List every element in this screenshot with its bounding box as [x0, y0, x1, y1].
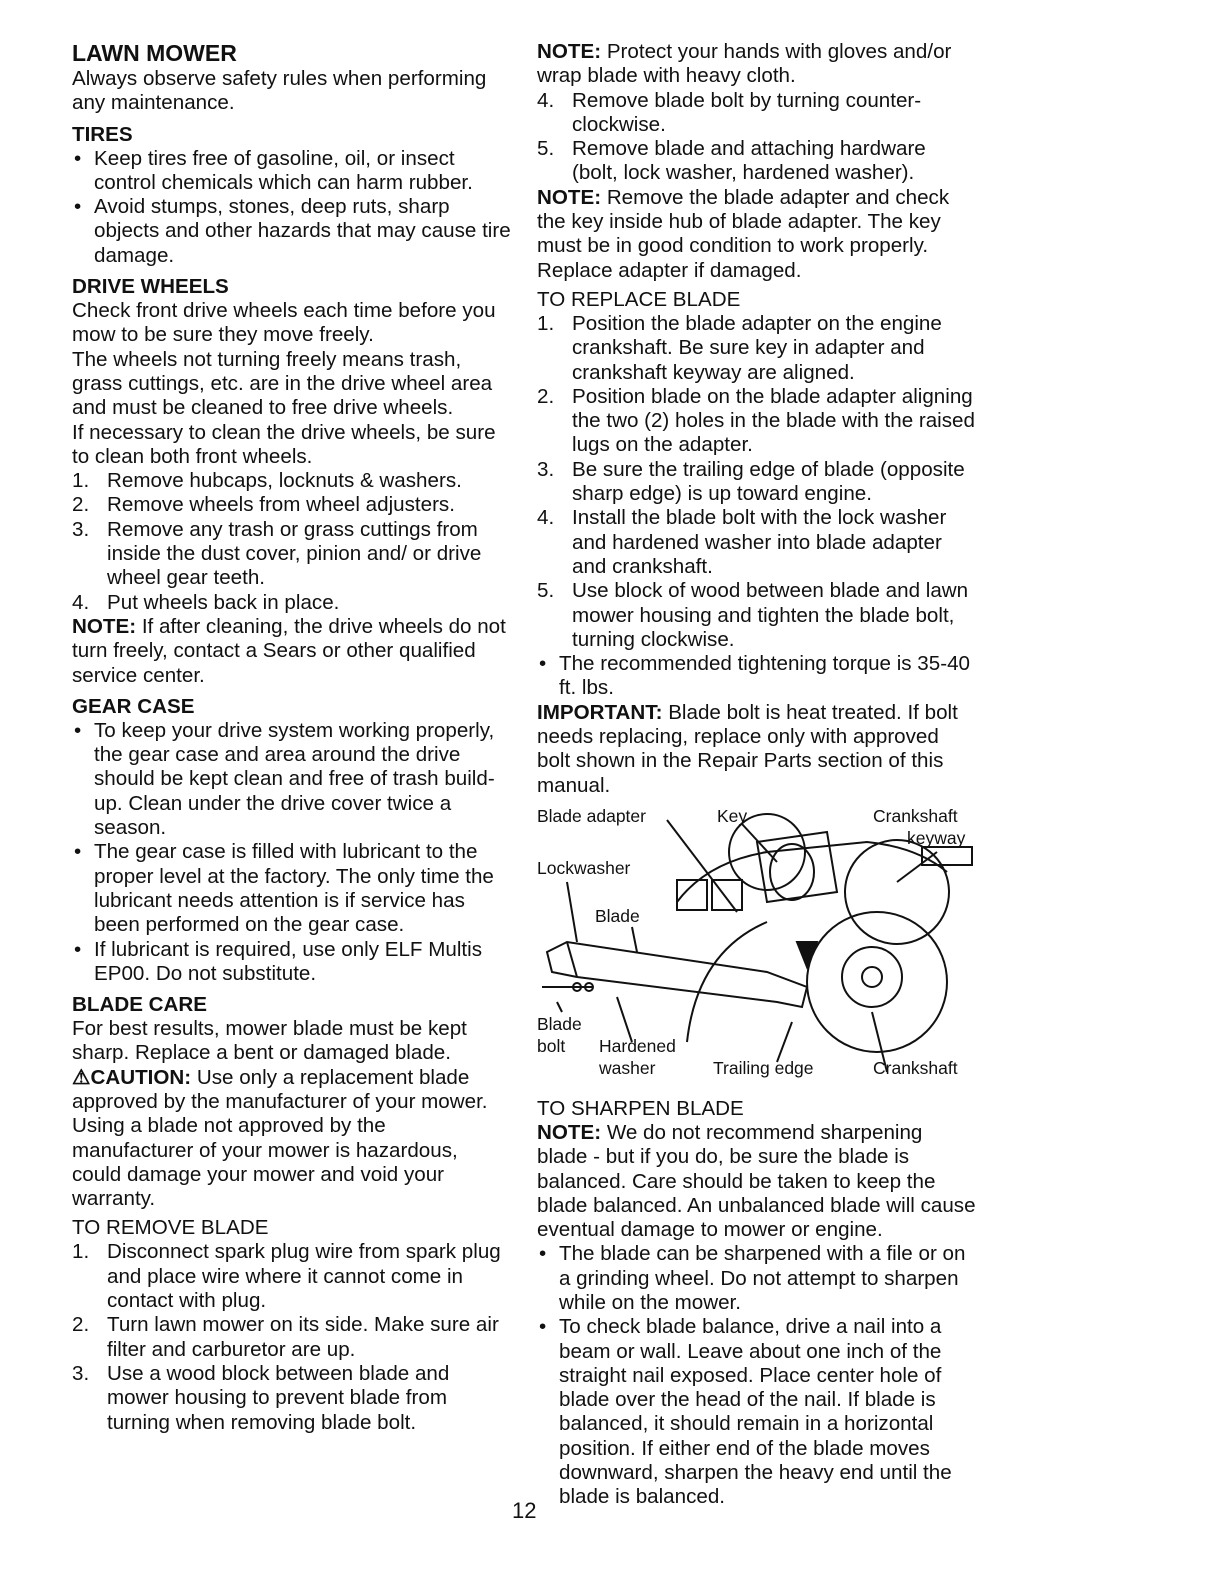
- label-blade-bolt-1: Blade: [537, 1013, 582, 1034]
- sharpen-list: [537, 1242, 977, 1509]
- label-blade-bolt-2: bolt: [537, 1035, 566, 1056]
- list-item: • The recommended tightening torque is 35-40 ft. lbs.: [537, 652, 977, 701]
- list-item: 3. Be sure the trailing edge of blade (opposite sharp edge) is up toward engine.: [537, 457, 965, 506]
- heading-remove-blade: TO REMOVE BLADE: [72, 1216, 269, 1240]
- label-crankshaft-keyway-1: Crankshaft: [873, 805, 958, 826]
- sharpen-note: NOTE: We do not recommend sharpening blade - but if you do, be sure the blade is balanced. Care should be taken to keep the blade balanced. An unbalanced blade will cause eventual damage to mower or engine.: [537, 1120, 976, 1242]
- label-lockwasher: Lockwasher: [537, 857, 631, 878]
- drive-wheels-para-3: If necessary to clean the drive wheels, be sure to clean both front wheels.: [72, 420, 496, 468]
- heading-replace-blade: TO REPLACE BLADE: [537, 287, 741, 311]
- heading-drive-wheels: DRIVE WHEELS: [72, 275, 229, 299]
- list-item: 4. Put wheels back in place.: [72, 590, 340, 614]
- heading-tires: TIRES: [72, 122, 133, 146]
- list-item: • Avoid stumps, stones, deep ruts, sharp objects and other hazards that may cause tire damage.: [72, 195, 512, 268]
- right-column: [537, 40, 977, 1510]
- adapter-note: NOTE: Remove the blade adapter and check the key inside hub of blade adapter. The key must be in good condition to work properly. Replace adapter if damaged.: [537, 185, 950, 282]
- intro-text: Always observe safety rules when performing any maintenance.: [72, 67, 487, 115]
- blade-care-para: For best results, mower blade must be kept sharp. Replace a bent or damaged blade.: [72, 1017, 467, 1065]
- label-blade-adapter: Blade adapter: [537, 805, 646, 826]
- list-item: • If lubricant is required, use only ELF Multis EP00. Do not substitute.: [72, 938, 512, 987]
- tires-list: [72, 147, 512, 268]
- list-item: 1. Position the blade adapter on the engine crankshaft. Be sure key in adapter and crankshaft keyway are aligned.: [537, 311, 942, 384]
- label-hardened-washer-1: Hardened: [599, 1035, 676, 1056]
- heading-sharpen-blade: TO SHARPEN BLADE: [537, 1096, 744, 1120]
- label-hardened-washer-2: washer: [599, 1057, 656, 1078]
- drive-wheels-note: NOTE: If after cleaning, the drive wheels do not turn freely, contact a Sears or other qualified service center.: [72, 614, 506, 687]
- list-item: 2. Turn lawn mower on its side. Make sure air filter and carburetor are up.: [72, 1313, 499, 1361]
- warning-icon: ⚠: [72, 1065, 91, 1089]
- list-item: 2. Remove wheels from wheel adjusters.: [72, 493, 455, 517]
- list-item: 3. Remove any trash or grass cuttings from inside the dust cover, pinion and/ or drive wheel gear teeth.: [72, 517, 482, 590]
- label-trailing-edge: Trailing edge: [713, 1057, 814, 1078]
- gloves-note: NOTE: Protect your hands with gloves and/or wrap blade with heavy cloth.: [537, 40, 952, 88]
- gear-case-list: [72, 719, 512, 986]
- label-crankshaft-keyway-2: keyway: [907, 827, 966, 848]
- remove-blade-steps: [72, 1240, 512, 1434]
- list-item: 5. Remove blade and attaching hardware (bolt, lock washer, hardened washer).: [537, 137, 926, 185]
- heading-gear-case: GEAR CASE: [72, 694, 195, 718]
- list-item: 3. Use a wood block between blade and mower housing to prevent blade from turning when removing blade bolt.: [72, 1361, 450, 1434]
- list-item: 4. Remove blade bolt by turning counter-clockwise.: [537, 88, 922, 136]
- label-crankshaft: Crankshaft: [873, 1057, 958, 1078]
- left-column: [72, 40, 512, 1435]
- label-key: Key: [717, 805, 748, 826]
- list-item: • The blade can be sharpened with a file or on a grinding wheel. Do not attempt to sharpen while on the mower.: [537, 1242, 977, 1315]
- drive-wheels-para-1: Check front drive wheels each time before you mow to be sure they move freely.: [72, 299, 496, 347]
- section-title-lawn-mower: LAWN MOWER: [72, 40, 237, 66]
- list-item: 4. Install the blade bolt with the lock washer and hardened washer into blade adapter and crankshaft.: [537, 506, 947, 578]
- caution-text: ⚠CAUTION: Use only a replacement blade approved by the manufacturer of your mower. Using a blade not approved by the manufacturer of your mower is hazardous, could damage your mower and void your warranty.: [72, 1065, 488, 1211]
- important-text: IMPORTANT: Blade bolt is heat treated. If bolt needs replacing, replace only with approved bolt shown in the Repair Parts section of this manual.: [537, 700, 958, 797]
- drive-wheels-para-2: The wheels not turning freely means trash, grass cuttings, etc. are in the drive wheel area and must be cleaned to free drive wheels.: [72, 347, 493, 420]
- list-item: 1. Remove hubcaps, locknuts & washers.: [72, 469, 462, 493]
- list-item: • To check blade balance, drive a nail into a beam or wall. Leave about one inch of the straight nail exposed. Place center hole of blade over the head of the nail. If blade is balanced, it should remain in a horizontal position. If either end of the blade moves downward, sharpen the heavy end until the blade is balanced.: [537, 1315, 977, 1509]
- drive-wheels-steps: [72, 469, 512, 615]
- list-item: 5. Use block of wood between blade and lawn mower housing and tighten the blade bolt, turning clockwise.: [537, 579, 969, 651]
- list-item: • To keep your drive system working properly, the gear case and area around the drive should be kept clean and free of trash build-up. Clean under the drive cover twice a season.: [72, 719, 512, 840]
- remove-blade-steps-cont: [537, 89, 977, 186]
- torque-list: [537, 652, 977, 701]
- replace-blade-steps: [537, 312, 977, 652]
- page-number: 12: [512, 1498, 537, 1523]
- heading-blade-care: BLADE CARE: [72, 993, 208, 1017]
- list-item: 2. Position blade on the blade adapter aligning the two (2) holes in the blade with the raised lugs on the adapter.: [537, 384, 975, 457]
- label-blade: Blade: [595, 905, 640, 926]
- list-item: • Keep tires free of gasoline, oil, or insect control chemicals which can harm rubber.: [72, 147, 512, 196]
- list-item: • The gear case is filled with lubricant to the proper level at the factory. The only time the lubricant needs attention is if service has been performed on the gear case.: [72, 840, 512, 937]
- list-item: 1. Disconnect spark plug wire from spark plug and place wire where it cannot come in contact with plug.: [72, 1240, 501, 1313]
- blade-assembly-diagram: [537, 802, 977, 1092]
